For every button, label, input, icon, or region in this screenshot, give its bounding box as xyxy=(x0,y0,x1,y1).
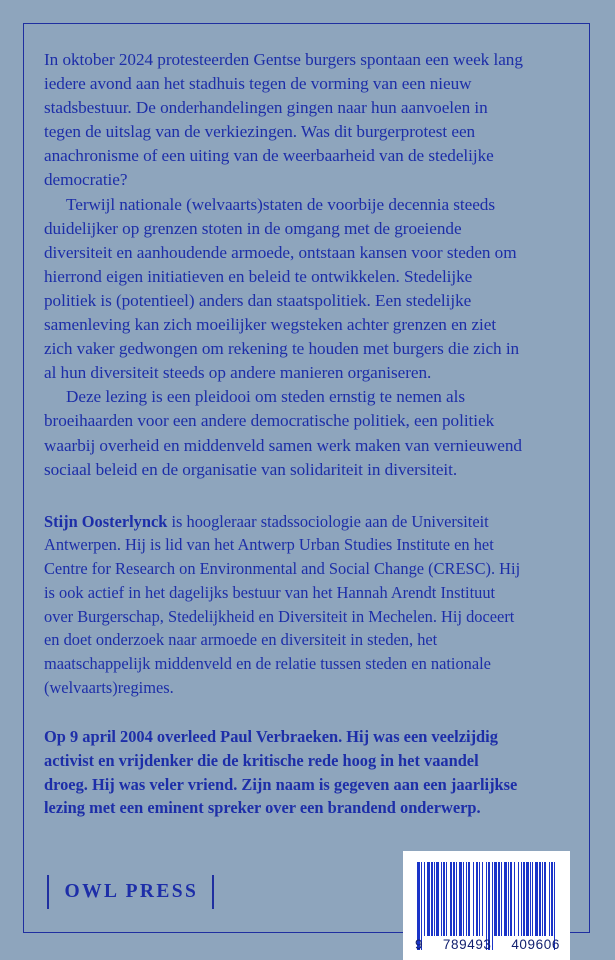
isbn-barcode xyxy=(403,851,570,960)
barcode-digit-group-3: 409606 xyxy=(511,937,560,952)
publisher-rule-right xyxy=(212,875,214,909)
author-name: Stijn Oosterlynck xyxy=(44,511,168,531)
barcode-bars xyxy=(417,862,557,936)
barcode-digits xyxy=(415,937,560,952)
author-bio-text: is hoogleraar stadssociologie aan de Universiteit Antwerpen. Hij is lid van het Antwerp Urban Studies Institute en het Centre for Research on Environmental and Social Change (CRESC). Hij is ook actief in het dagelijks bestuur van het Hannah Arendt Instituut over Burgerschap, Stedelijkheid en Diversiteit in Mechelen. Hij doceert en doet onderzoek naar armoede en diversiteit in steden, het maatschappelijk middenveld en de relatie tussen steden en nationale (welvaarts)regimes. xyxy=(44,511,521,697)
author-bio-paragraph xyxy=(44,510,524,700)
barcode-digit-group-1: 9 xyxy=(415,937,424,952)
cover-text-content xyxy=(44,48,524,820)
blurb-paragraph-1: In oktober 2024 protesteerden Gentse burgers spontaan een week lang iedere avond aan het stadhuis tegen de vorming van een nieuw stadsbestuur. De onderhandelingen gingen naar hun aanvoelen in tegen de uitslag van de verkiezingen. Was dit burgerprotest een anachronisme of een uiting van de weerbaarheid van de stedelijke democratie? xyxy=(44,50,523,190)
publisher-name: OWL PRESS xyxy=(64,881,199,902)
barcode-digit-group-2: 789493 xyxy=(442,937,492,952)
memorial-paragraph: Op 9 april 2004 overleed Paul Verbraeken. Hij was een veelzijdig activist en vrijdenker die de kritische rede hoog in het vaandel droeg. Hij was veler vriend. Zijn naam is gegeven aan een jaarlijkse lezing met een eminent spreker over een brandend onderwerp. xyxy=(44,727,518,818)
blurb-paragraph-3: Deze lezing is een pleidooi om steden ernstig te nemen als broeihaarden voor een andere democratische politiek, een politiek waarbij overheid en middenveld samen werk maken van vernieuwend sociaal beleid en de organisatie van solidariteit in diversiteit. xyxy=(44,387,522,479)
publisher-logo xyxy=(47,872,214,912)
blurb-paragraph-2: Terwijl nationale (welvaarts)staten de voorbije decennia steeds duidelijker op grenzen stoten in de omgang met de groeiende diversiteit en aanhoudende armoede, ontstaan kansen voor steden om hierrond eigen initiatieven en beleid te ontwikkelen. Stedelijke politiek is (potentieel) anders dan staatspolitiek. Een stedelijke samenleving kan zich moeilijker wegsteken achter grenzen en ziet zich vaker gedwongen om rekening te houden met burgers die zich in al hun diversiteit steeds op andere manieren organiseren. xyxy=(44,194,520,383)
